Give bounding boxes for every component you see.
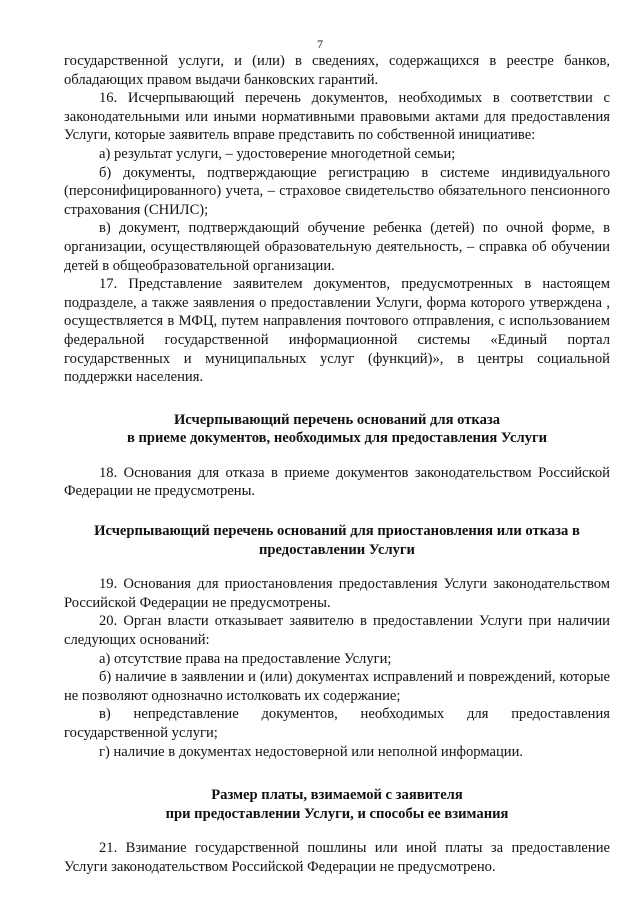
paragraph-20: 20. Орган власти отказывает заявителю в предоставлении Услуги при наличии следующих оснований: — [64, 613, 610, 649]
paragraph-16: 16. Исчерпывающий перечень документов, необходимых в соответствии с законодательными или иными нормативными правовыми актами для предоставления Услуги, которые заявитель вправе представить по собственной инициативе: — [64, 90, 610, 144]
paragraph-16b: б) документы, подтверждающие регистрацию в системе индивидуального (персонифицированного) учета, – страховое свидетельство обязательного пенсионного страхования (СНИЛС); — [64, 164, 610, 218]
page-number: 7 — [317, 37, 323, 51]
heading-line: Исчерпывающий перечень оснований для приостановления или отказа в — [94, 523, 580, 540]
paragraph-20a: а) отсутствие права на предоставление Услуги; — [99, 650, 392, 667]
heading-line: в приеме документов, необходимых для предоставления Услуги — [126, 430, 548, 447]
section-heading-fee — [64, 786, 610, 823]
heading-line: предоставлении Услуги — [259, 541, 415, 558]
section-heading-refusal-acceptance — [64, 411, 610, 448]
heading-line: Исчерпывающий перечень оснований для отказа — [173, 411, 501, 428]
paragraph-20v: в) непредставление документов, необходимых для предоставления государственной услуги; — [64, 706, 610, 741]
section-heading-suspension-refusal — [64, 522, 610, 559]
paragraph-16a: а) результат услуги, – удостоверение многодетной семьи; — [99, 145, 456, 162]
heading-line: при предоставлении Услуги, и способы ее взимания — [165, 805, 509, 822]
paragraph-19: 19. Основания для приостановления предоставления Услуги законодательством Российской Федерации не предусмотрены. — [64, 576, 610, 611]
document-body — [64, 52, 610, 877]
paragraph-17: 17. Представление заявителем документов, предусмотренных в настоящем подразделе, а также заявления о предоставлении Услуги, форма которого утверждена , осуществляется в МФЦ, путем направления почтового отправления, с использованием федеральной государственной информационной системы «Единый портал государственных и муниципальных услуг (функций)», в центры социальной поддержки населения. — [64, 276, 610, 386]
paragraph-18: 18. Основания для отказа в приеме документов законодательством Российской Федерации не предусмотрены. — [64, 464, 610, 500]
paragraph-16v: в) документ, подтверждающий обучение ребенка (детей) по очной форме, в организации, осуществляющей образовательную деятельность, – справка об обучении детей в общеобразовательной организации. — [64, 220, 610, 274]
paragraph-20g: г) наличие в документах недостоверной или неполной информации. — [99, 743, 524, 760]
heading-line: Размер платы, взимаемой с заявителя — [211, 787, 463, 804]
paragraph-21: 21. Взимание государственной пошлины или иной платы за предоставление Услуги законодательством Российской Федерации не предусмотрено. — [64, 840, 610, 875]
paragraph-continuation: государственной услуги, и (или) в сведениях, содержащихся в реестре банков, обладающих правом выдачи банковских гарантий. — [64, 53, 610, 88]
paragraph-20b: б) наличие в заявлении и (или) документах исправлений и повреждений, которые не позволяют однозначно истолковать их содержание; — [64, 669, 610, 704]
